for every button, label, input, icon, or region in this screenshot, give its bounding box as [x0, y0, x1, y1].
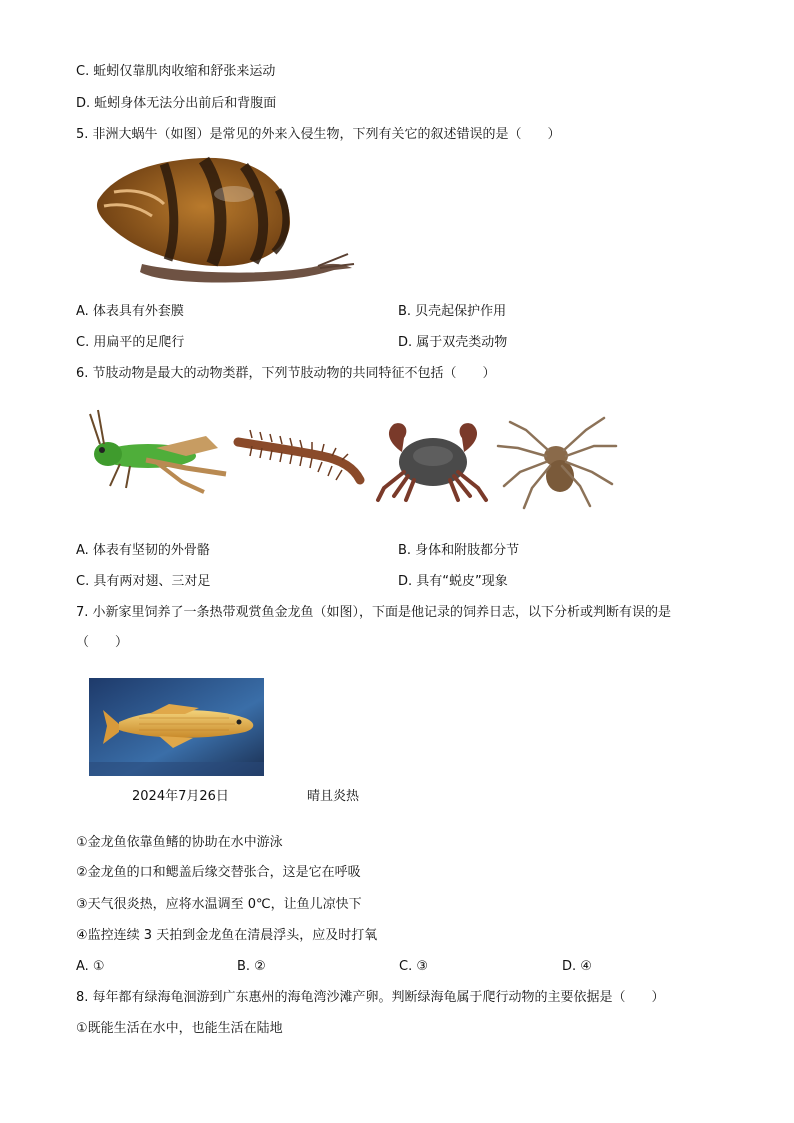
q5-option-b: B. 贝壳起保护作用	[398, 304, 507, 319]
q5-option-c: C. 用扁平的足爬行	[76, 335, 185, 350]
q8-stem: 8. 每年都有绿海龟洄游到广东惠州的海龟湾沙滩产卵。判断绿海龟属于爬行动物的主要依据是（ ）	[76, 990, 665, 1005]
q7-statement-4: ④监控连续 3 天拍到金龙鱼在清晨浮头，应及时打氧	[76, 928, 378, 943]
crab-photo-icon	[374, 416, 492, 504]
q5-stem: 5. 非洲大蜗牛（如图）是常见的外来入侵生物，下列有关它的叙述错误的是（ ）	[76, 127, 561, 142]
q7-stem-line2: （ ）	[76, 635, 129, 650]
q7-stem-line1: 7. 小新家里饲养了一条热带观赏鱼金龙鱼（如图），下面是他记录的饲养日志，以下分析或判断有误的是	[76, 605, 672, 620]
q7-statement-2: ②金龙鱼的口和鳃盖后缘交替张合，这是它在呼吸	[76, 865, 361, 880]
q4-option-d: D. 蚯蚓身体无法分出前后和背腹面	[76, 96, 277, 111]
arowana-fish-photo-icon	[89, 678, 264, 776]
q6-option-d: D. 具有“蜕皮”现象	[398, 574, 508, 589]
q7-statement-1: ①金龙鱼依靠鱼鳍的协助在水中游泳	[76, 835, 283, 850]
q7-option-a: A. ①	[76, 959, 105, 974]
snail-photo-icon	[94, 152, 356, 288]
q7-log-date: 2024年7月26日	[132, 789, 229, 804]
q6-option-b: B. 身体和附肢都分节	[398, 543, 520, 558]
centipede-photo-icon	[232, 428, 366, 494]
q8-statement-1: ①既能生活在水中，也能生活在陆地	[76, 1021, 283, 1036]
q6-stem: 6. 节肢动物是最大的动物类群，下列节肢动物的共同特征不包括（ ）	[76, 366, 496, 381]
q7-option-b: B. ②	[237, 959, 266, 974]
q6-option-c: C. 具有两对翅、三对足	[76, 574, 211, 589]
q4-option-c: C. 蚯蚓仅靠肌肉收缩和舒张来运动	[76, 64, 276, 79]
q7-option-c: C. ③	[399, 959, 428, 974]
spider-photo-icon	[496, 416, 620, 510]
q5-option-d: D. 属于双壳类动物	[398, 335, 508, 350]
q7-log-weather: 晴且炎热	[307, 789, 360, 804]
q7-option-d: D. ④	[562, 959, 592, 974]
q6-option-a: A. 体表有坚韧的外骨骼	[76, 543, 210, 558]
q7-statement-3: ③天气很炎热，应将水温调至 0℃，让鱼儿凉快下	[76, 897, 362, 912]
q5-option-a: A. 体表具有外套膜	[76, 304, 184, 319]
grasshopper-photo-icon	[86, 408, 228, 500]
